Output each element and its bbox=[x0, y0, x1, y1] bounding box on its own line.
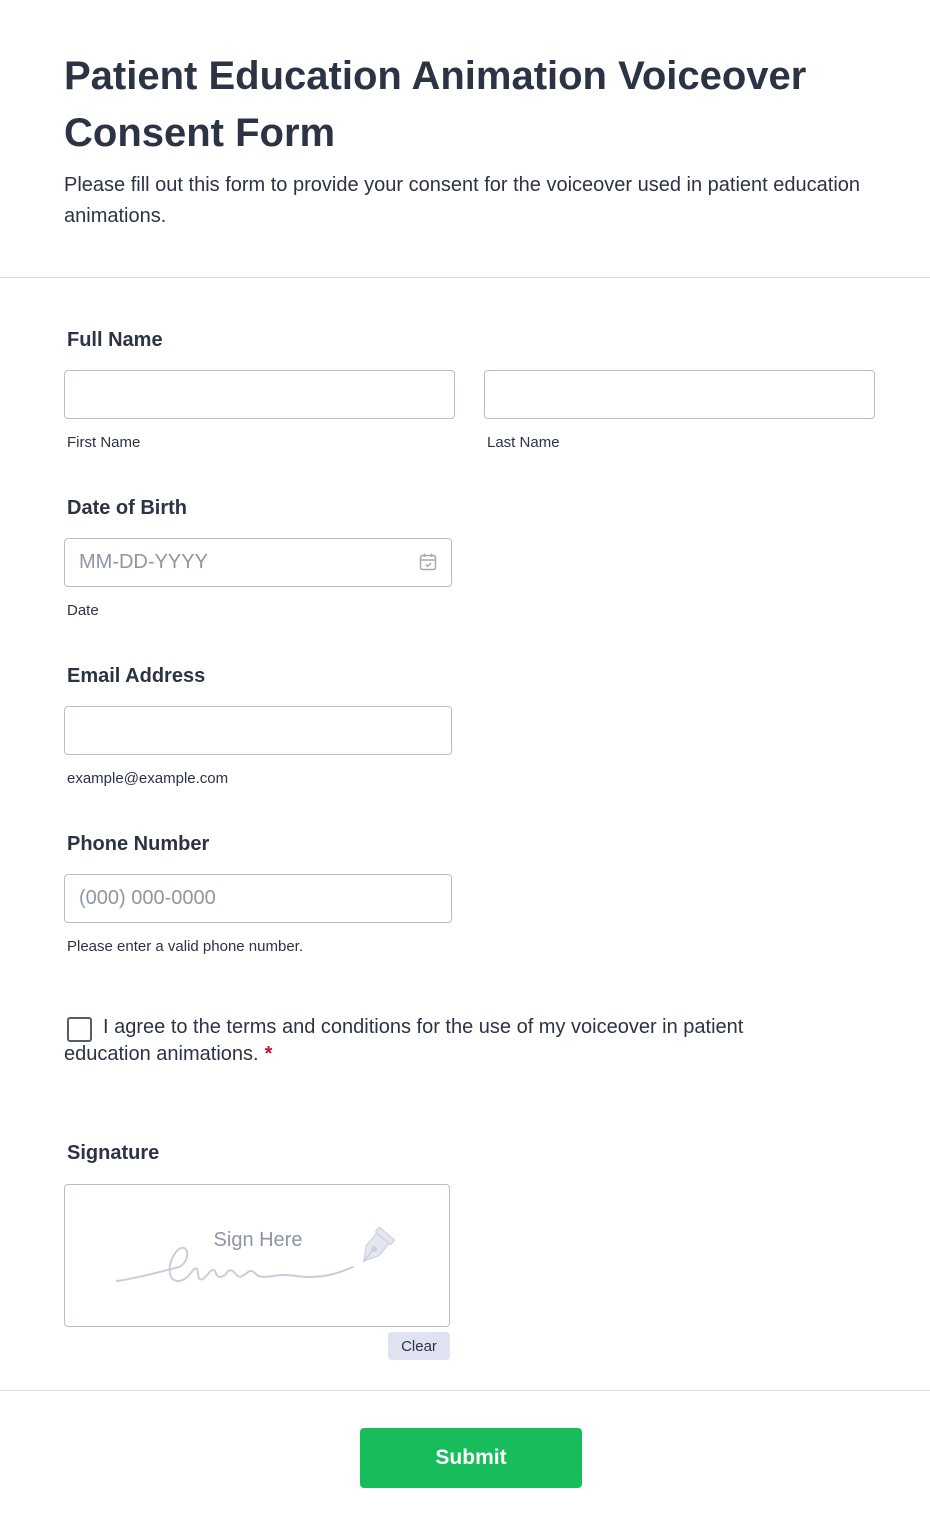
signature-pad[interactable] bbox=[64, 1184, 450, 1327]
phone-input[interactable] bbox=[64, 874, 452, 923]
email-sublabel: example@example.com bbox=[67, 770, 229, 787]
clear-signature-button[interactable]: Clear bbox=[388, 1332, 450, 1360]
signature-label: Signature bbox=[67, 1142, 160, 1164]
last-name-sublabel: Last Name bbox=[487, 434, 560, 451]
dob-label: Date of Birth bbox=[67, 497, 187, 519]
email-input[interactable] bbox=[64, 706, 452, 755]
first-name-sublabel: First Name bbox=[67, 434, 141, 451]
required-asterisk: * bbox=[264, 1043, 273, 1065]
phone-label: Phone Number bbox=[67, 833, 210, 855]
phone-sublabel: Please enter a valid phone number. bbox=[67, 938, 303, 955]
page-title: Patient Education Animation Voiceover Consent Form bbox=[64, 54, 807, 155]
submit-button[interactable]: Submit bbox=[360, 1428, 582, 1488]
email-label: Email Address bbox=[67, 665, 206, 687]
consent-label bbox=[64, 1014, 744, 1068]
page-subtitle: Please fill out this form to provide your consent for the voiceover used in patient education animations. bbox=[64, 174, 861, 227]
dob-input[interactable] bbox=[64, 538, 452, 587]
sign-here-placeholder: Sign Here bbox=[213, 1229, 303, 1251]
full-name-label: Full Name bbox=[67, 329, 163, 351]
calendar-icon[interactable] bbox=[418, 552, 438, 572]
consent-text: I agree to the terms and conditions for the use of my voiceover in patient education animations. bbox=[64, 1016, 744, 1065]
footer-divider bbox=[0, 1390, 930, 1391]
last-name-input[interactable] bbox=[484, 370, 875, 419]
pen-nib-icon bbox=[349, 1225, 399, 1273]
header-divider bbox=[0, 277, 930, 278]
dob-sublabel: Date bbox=[67, 602, 99, 619]
form-header bbox=[64, 48, 864, 232]
first-name-input[interactable] bbox=[64, 370, 455, 419]
